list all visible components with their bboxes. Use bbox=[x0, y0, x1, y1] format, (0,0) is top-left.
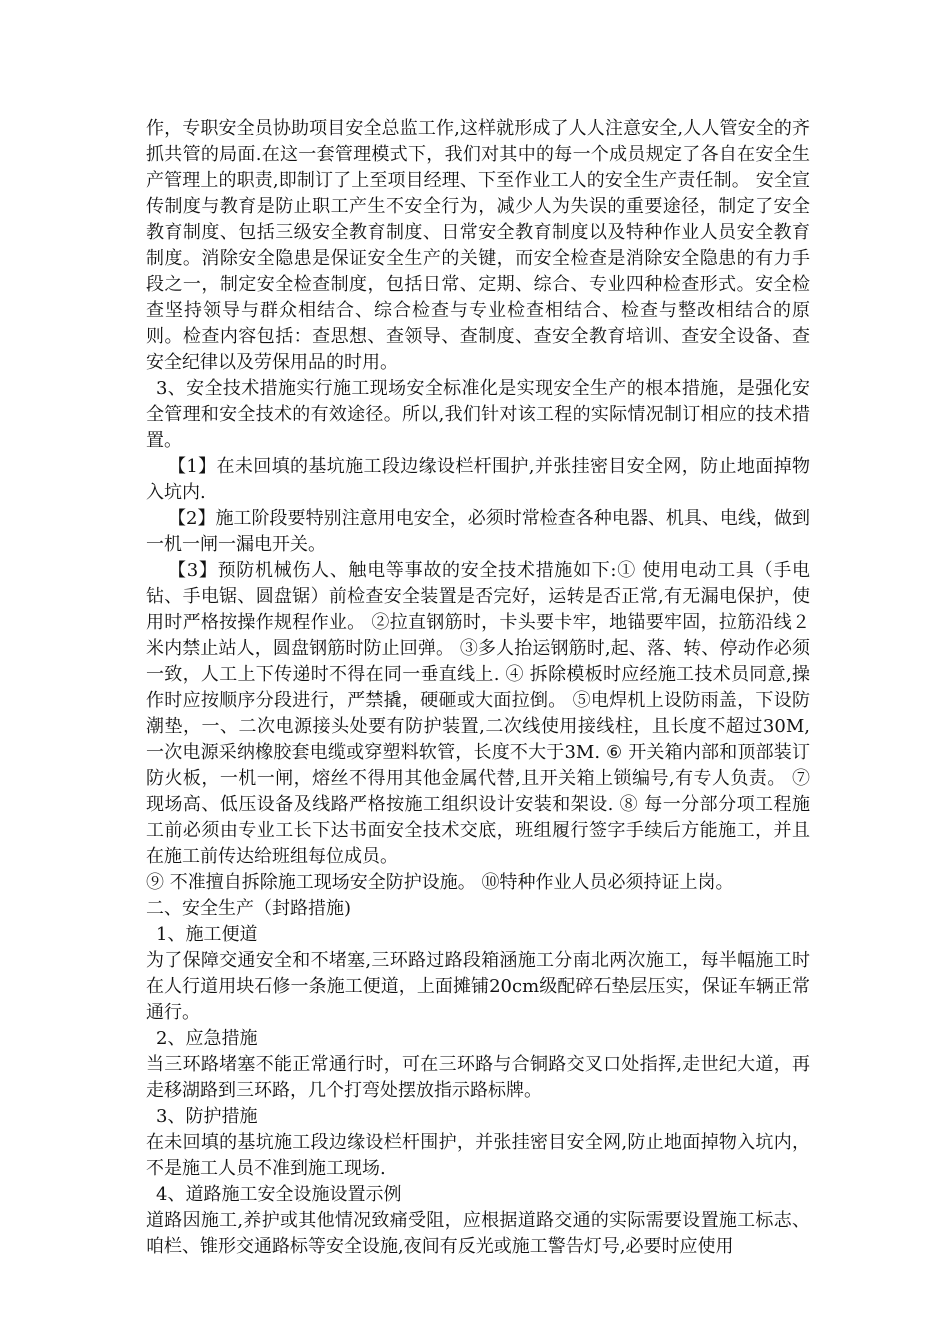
paragraph-protection-measures: 在未回填的基坑施工段边缘设栏杆围护，并张挂密目安全网,防止地面掉物入坑内，不是施工人员不准到施工现场. bbox=[146, 1132, 810, 1179]
paragraph-access-road: 为了保障交通安全和不堵塞,三环路过路段箱涵施工分南北两次施工，每半幅施工时在人行道用块石修一条施工便道，上面摊铺20cm级配碎石垫层压实，保证车辆正常通行。 bbox=[146, 950, 810, 1023]
paragraph-item-3: 【3】预防机械伤人、触电等事故的安全技术措施如下:① 使用电动工具（手电钻、手电锯、圆盘锯）前检查安全装置是否完好，运转是否正常,有无漏电保护，使用时严格按操作规程作业。 ②拉直钢筋时，卡头要卡牢，地锚要牢固，拉筋沿线２米内禁止站人，圆盘钢筋时防止回弹。 ③多人抬运钢筋时,起、落、转、停动作必须一致，人工上下传递时不得在同一垂直线上. ④ 拆除模板时应经施工技术员同意,操作时应按顺序分段进行，严禁撬，硬砸或大面拉倒。 ⑤电焊机上设防雨盖，下设防潮垫，一、二次电源接头处要有防护装置,二次线使用接线柱，且长度不超过30M,一次电源采纳橡胶套电缆或穿塑料软管，长度不大于3M. ⑥ 开关箱内部和顶部装订防火板，一机一闸，熔丝不得用其他金属代替,且开关箱上锁编号,有专人负责。 ⑦现场高、低压设备及线路严格按施工组织设计安装和架设. ⑧ 每一分部分项工程施工前必须由专业工长下达书面安全技术交底，班组履行签字手续后方能施工，并且在施工前传达给班组每位成员。 bbox=[146, 560, 810, 867]
subheading-safety-facilities-example: 4、道路施工安全设施设置示例 bbox=[156, 1184, 402, 1205]
paragraph-emergency-measures: 当三环路堵塞不能正常通行时，可在三环路与合铜路交叉口处指挥,走世纪大道，再走移湖路到三环路，几个打弯处摆放指示路标牌。 bbox=[146, 1054, 810, 1101]
subheading-emergency-measures: 2、应急措施 bbox=[156, 1028, 258, 1049]
paragraph-item-2: 【2】施工阶段要特别注意用电安全，必须时常检查各种电器、机具、电线，做到一机一闸一漏电开关。 bbox=[146, 508, 810, 555]
paragraph-item-9-10: ⑨ 不准擅自拆除施工现场安全防护设施。 ⑩特种作业人员必须持证上岗。 bbox=[146, 872, 734, 893]
paragraph-item-1: 【1】在未回填的基坑施工段边缘设栏杆围护,并张挂密目安全网，防止地面掉物入坑内. bbox=[146, 456, 810, 503]
section-heading-road-closure: 二、安全生产（封路措施) bbox=[146, 898, 352, 919]
subheading-protection-measures: 3、防护措施 bbox=[156, 1106, 258, 1127]
document-body bbox=[146, 116, 810, 1260]
paragraph-safety-facilities: 道路因施工,养护或其他情况致痛受阻，应根据道路交通的实际需要设置施工标志、咱栏、锥形交通路标等安全设施,夜间有反光或施工警告灯号,必要时应使用 bbox=[146, 1210, 810, 1257]
subheading-construction-access-road: 1、施工便道 bbox=[156, 924, 258, 945]
paragraph-safety-management: 作，专职安全员协助项目安全总监工作,这样就形成了人人注意安全,人人管安全的齐抓共管的局面.在这一套管理模式下，我们对其中的每一个成员规定了各自在安全生产管理上的职责,即制订了上至项目经理、下至作业工人的安全生产责任制。 安全宣传制度与教育是防止职工产生不安全行为，减少人为失误的重要途径，制定了安全教育制度、包括三级安全教育制度、日常安全教育制度以及特种作业人员安全教育制度。消除安全隐患是保证安全生产的关键，而安全检查是消除安全隐患的有力手段之一，制定安全检查制度，包括日常、定期、综合、专业四种检查形式。安全检查坚持领导与群众相结合、综合检查与专业检查相结合、检查与整改相结合的原则。检查内容包括：查思想、查领导、查制度、查安全教育培训、查安全设备、查安全纪律以及劳保用品的时用。 bbox=[146, 118, 810, 373]
paragraph-technical-measures: 3、安全技术措施实行施工现场安全标准化是实现安全生产的根本措施，是强化安全管理和安全技术的有效途径。所以,我们针对该工程的实际情况制订相应的技术措置。 bbox=[146, 378, 810, 451]
